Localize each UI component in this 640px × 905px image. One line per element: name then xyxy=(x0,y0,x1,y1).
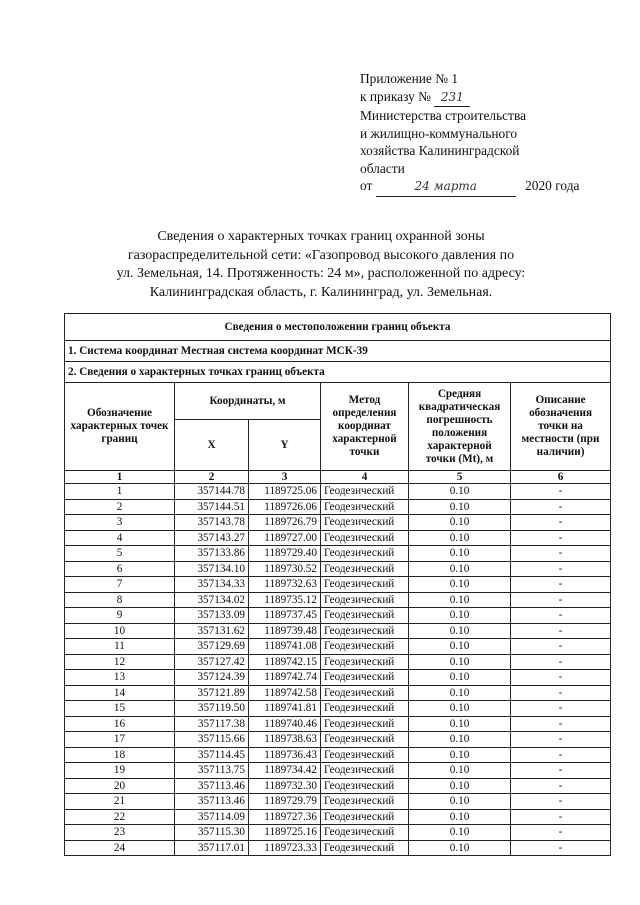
point-number-cell: 2 xyxy=(65,499,175,515)
description-cell: - xyxy=(511,499,611,515)
table-row xyxy=(65,561,611,577)
y-coordinate-cell: 1189741.81 xyxy=(249,701,321,717)
date-prefix: от xyxy=(360,178,373,193)
description-cell: - xyxy=(511,515,611,531)
column-number: 3 xyxy=(249,471,321,484)
x-coordinate-cell: 357143.27 xyxy=(175,530,249,546)
column-number: 1 xyxy=(65,471,175,484)
x-coordinate-cell: 357143.78 xyxy=(175,515,249,531)
title-line-2: газораспределительной сети: «Газопровод высокого давления по xyxy=(127,247,515,263)
table-row xyxy=(65,484,611,500)
method-cell: Геодезический xyxy=(321,840,409,856)
table-row xyxy=(65,778,611,794)
point-number-cell: 10 xyxy=(65,623,175,639)
document-title xyxy=(60,228,582,302)
table-row xyxy=(65,794,611,810)
x-coordinate-cell: 357144.51 xyxy=(175,499,249,515)
x-coordinate-cell: 357134.02 xyxy=(175,592,249,608)
y-coordinate-cell: 1189726.79 xyxy=(249,515,321,531)
header-method: Метод определения координат характерной точки xyxy=(321,383,409,471)
description-cell: - xyxy=(511,530,611,546)
point-number-cell: 19 xyxy=(65,763,175,779)
description-cell: - xyxy=(511,825,611,841)
description-cell: - xyxy=(511,654,611,670)
y-coordinate-cell: 1189732.63 xyxy=(249,577,321,593)
method-cell: Геодезический xyxy=(321,809,409,825)
x-coordinate-cell: 357144.78 xyxy=(175,484,249,500)
method-cell: Геодезический xyxy=(321,608,409,624)
error-cell: 0.10 xyxy=(409,670,511,686)
point-number-cell: 16 xyxy=(65,716,175,732)
point-number-cell: 4 xyxy=(65,530,175,546)
appendix-line-3: Министерства строительства xyxy=(360,108,527,123)
method-cell: Геодезический xyxy=(321,623,409,639)
description-cell: - xyxy=(511,732,611,748)
description-cell: - xyxy=(511,701,611,717)
header-designation: Обозначение характерных точек границ xyxy=(65,383,175,471)
point-number-cell: 21 xyxy=(65,794,175,810)
description-cell: - xyxy=(511,546,611,562)
error-cell: 0.10 xyxy=(409,499,511,515)
error-cell: 0.10 xyxy=(409,623,511,639)
description-cell: - xyxy=(511,608,611,624)
x-coordinate-cell: 357121.89 xyxy=(175,685,249,701)
y-coordinate-cell: 1189740.46 xyxy=(249,716,321,732)
appendix-line-1: Приложение № 1 xyxy=(360,71,459,86)
method-cell: Геодезический xyxy=(321,592,409,608)
y-coordinate-cell: 1189739.48 xyxy=(249,623,321,639)
table-row xyxy=(65,499,611,515)
error-cell: 0.10 xyxy=(409,825,511,841)
point-number-cell: 7 xyxy=(65,577,175,593)
error-cell: 0.10 xyxy=(409,747,511,763)
date-suffix: 2020 года xyxy=(525,178,580,193)
description-cell: - xyxy=(511,685,611,701)
header-error: Средняя квадратическая погрешность положения характерной точки (Mt), м xyxy=(409,383,511,471)
method-cell: Геодезический xyxy=(321,794,409,810)
description-cell: - xyxy=(511,716,611,732)
y-coordinate-cell: 1189738.63 xyxy=(249,732,321,748)
y-coordinate-cell: 1189725.16 xyxy=(249,825,321,841)
x-coordinate-cell: 357127.42 xyxy=(175,654,249,670)
x-coordinate-cell: 357114.09 xyxy=(175,809,249,825)
y-coordinate-cell: 1189732.30 xyxy=(249,778,321,794)
point-number-cell: 13 xyxy=(65,670,175,686)
table-row xyxy=(65,763,611,779)
table-row xyxy=(65,639,611,655)
description-cell: - xyxy=(511,794,611,810)
x-coordinate-cell: 357117.01 xyxy=(175,840,249,856)
order-number-handwritten: 231 xyxy=(434,89,470,108)
error-cell: 0.10 xyxy=(409,530,511,546)
table-row xyxy=(65,670,611,686)
method-cell: Геодезический xyxy=(321,825,409,841)
table-row xyxy=(65,732,611,748)
point-number-cell: 23 xyxy=(65,825,175,841)
error-cell: 0.10 xyxy=(409,732,511,748)
order-prefix: к приказу № xyxy=(360,88,431,104)
table-row xyxy=(65,825,611,841)
point-number-cell: 20 xyxy=(65,778,175,794)
description-cell: - xyxy=(511,592,611,608)
error-cell: 0.10 xyxy=(409,840,511,856)
table-row xyxy=(65,623,611,639)
x-coordinate-cell: 357133.86 xyxy=(175,546,249,562)
error-cell: 0.10 xyxy=(409,608,511,624)
table-row xyxy=(65,592,611,608)
x-coordinate-cell: 357134.33 xyxy=(175,577,249,593)
appendix-line-4: и жилищно-коммунального xyxy=(360,125,518,141)
column-number: 6 xyxy=(511,471,611,484)
table-row xyxy=(65,530,611,546)
description-cell: - xyxy=(511,747,611,763)
method-cell: Геодезический xyxy=(321,763,409,779)
section-points-info: 2. Сведения о характерных точках границ объекта xyxy=(65,362,611,383)
point-number-cell: 22 xyxy=(65,809,175,825)
coordinates-table xyxy=(64,313,611,856)
y-coordinate-cell: 1189734.42 xyxy=(249,763,321,779)
title-line-3: ул. Земельная, 14. Протяженность: 24 м», расположенной по адресу: xyxy=(116,266,526,281)
error-cell: 0.10 xyxy=(409,577,511,593)
description-cell: - xyxy=(511,577,611,593)
y-coordinate-cell: 1189727.36 xyxy=(249,809,321,825)
point-number-cell: 12 xyxy=(65,654,175,670)
y-coordinate-cell: 1189729.79 xyxy=(249,794,321,810)
x-coordinate-cell: 357134.10 xyxy=(175,561,249,577)
appendix-line-6: области xyxy=(360,160,405,176)
x-coordinate-cell: 357115.30 xyxy=(175,825,249,841)
table-row xyxy=(65,840,611,856)
order-number-line xyxy=(360,88,620,108)
table-row xyxy=(65,654,611,670)
table-row xyxy=(65,546,611,562)
header-x: X xyxy=(175,420,249,471)
method-cell: Геодезический xyxy=(321,778,409,794)
header-coordinates: Координаты, м xyxy=(175,383,321,420)
point-number-cell: 15 xyxy=(65,701,175,717)
point-number-cell: 11 xyxy=(65,639,175,655)
method-cell: Геодезический xyxy=(321,484,409,500)
y-coordinate-cell: 1189729.40 xyxy=(249,546,321,562)
table-row xyxy=(65,701,611,717)
x-coordinate-cell: 357113.46 xyxy=(175,778,249,794)
date-handwritten: 24 марта xyxy=(376,178,516,197)
error-cell: 0.10 xyxy=(409,685,511,701)
y-coordinate-cell: 1189737.45 xyxy=(249,608,321,624)
table-row xyxy=(65,747,611,763)
error-cell: 0.10 xyxy=(409,484,511,500)
header-description: Описание обозначения точки на местности (при наличии) xyxy=(511,383,611,471)
description-cell: - xyxy=(511,484,611,500)
method-cell: Геодезический xyxy=(321,670,409,686)
table-row xyxy=(65,515,611,531)
column-number: 2 xyxy=(175,471,249,484)
y-coordinate-cell: 1189727.00 xyxy=(249,530,321,546)
description-cell: - xyxy=(511,778,611,794)
y-coordinate-cell: 1189735.12 xyxy=(249,592,321,608)
error-cell: 0.10 xyxy=(409,561,511,577)
point-number-cell: 1 xyxy=(65,484,175,500)
header-y: Y xyxy=(249,420,321,471)
point-number-cell: 17 xyxy=(65,732,175,748)
method-cell: Геодезический xyxy=(321,685,409,701)
method-cell: Геодезический xyxy=(321,654,409,670)
point-number-cell: 24 xyxy=(65,840,175,856)
title-line-1: Сведения о характерных точках границ охранной зоны xyxy=(157,229,485,244)
error-cell: 0.10 xyxy=(409,592,511,608)
description-cell: - xyxy=(511,763,611,779)
x-coordinate-cell: 357114.45 xyxy=(175,747,249,763)
point-number-cell: 5 xyxy=(65,546,175,562)
point-number-cell: 3 xyxy=(65,515,175,531)
y-coordinate-cell: 1189742.58 xyxy=(249,685,321,701)
section-coordinate-system: 1. Система координат Местная система координат МСК-39 xyxy=(65,341,611,362)
table-row xyxy=(65,577,611,593)
description-cell: - xyxy=(511,561,611,577)
x-coordinate-cell: 357131.62 xyxy=(175,623,249,639)
point-number-cell: 14 xyxy=(65,685,175,701)
date-line xyxy=(360,177,620,197)
table-row xyxy=(65,685,611,701)
error-cell: 0.10 xyxy=(409,546,511,562)
y-coordinate-cell: 1189730.52 xyxy=(249,561,321,577)
x-coordinate-cell: 357133.09 xyxy=(175,608,249,624)
column-numbers-row xyxy=(65,471,611,484)
description-cell: - xyxy=(511,840,611,856)
point-number-cell: 18 xyxy=(65,747,175,763)
title-line-4: Калининградская область, г. Калининград, ул. Земельная. xyxy=(149,284,493,300)
appendix-line-5: хозяйства Калининградской xyxy=(360,143,520,158)
x-coordinate-cell: 357115.66 xyxy=(175,732,249,748)
error-cell: 0.10 xyxy=(409,763,511,779)
y-coordinate-cell: 1189725.06 xyxy=(249,484,321,500)
error-cell: 0.10 xyxy=(409,778,511,794)
description-cell: - xyxy=(511,639,611,655)
y-coordinate-cell: 1189723.33 xyxy=(249,840,321,856)
method-cell: Геодезический xyxy=(321,499,409,515)
error-cell: 0.10 xyxy=(409,809,511,825)
y-coordinate-cell: 1189742.15 xyxy=(249,654,321,670)
method-cell: Геодезический xyxy=(321,701,409,717)
method-cell: Геодезический xyxy=(321,530,409,546)
error-cell: 0.10 xyxy=(409,716,511,732)
x-coordinate-cell: 357117.38 xyxy=(175,716,249,732)
method-cell: Геодезический xyxy=(321,732,409,748)
y-coordinate-cell: 1189741.08 xyxy=(249,639,321,655)
section-main-header: Сведения о местоположении границ объекта xyxy=(65,314,611,341)
table-row xyxy=(65,716,611,732)
x-coordinate-cell: 357129.69 xyxy=(175,639,249,655)
description-cell: - xyxy=(511,809,611,825)
y-coordinate-cell: 1189726.06 xyxy=(249,499,321,515)
table-body xyxy=(65,484,611,856)
method-cell: Геодезический xyxy=(321,561,409,577)
x-coordinate-cell: 357113.46 xyxy=(175,794,249,810)
method-cell: Геодезический xyxy=(321,546,409,562)
description-cell: - xyxy=(511,670,611,686)
point-number-cell: 6 xyxy=(65,561,175,577)
table-row xyxy=(65,809,611,825)
y-coordinate-cell: 1189736.43 xyxy=(249,747,321,763)
table-row xyxy=(65,608,611,624)
method-cell: Геодезический xyxy=(321,747,409,763)
method-cell: Геодезический xyxy=(321,639,409,655)
x-coordinate-cell: 357124.39 xyxy=(175,670,249,686)
x-coordinate-cell: 357113.75 xyxy=(175,763,249,779)
column-number: 5 xyxy=(409,471,511,484)
column-number: 4 xyxy=(321,471,409,484)
error-cell: 0.10 xyxy=(409,794,511,810)
y-coordinate-cell: 1189742.74 xyxy=(249,670,321,686)
error-cell: 0.10 xyxy=(409,701,511,717)
method-cell: Геодезический xyxy=(321,716,409,732)
x-coordinate-cell: 357119.50 xyxy=(175,701,249,717)
point-number-cell: 8 xyxy=(65,592,175,608)
appendix-block xyxy=(360,70,620,197)
point-number-cell: 9 xyxy=(65,608,175,624)
error-cell: 0.10 xyxy=(409,515,511,531)
method-cell: Геодезический xyxy=(321,515,409,531)
error-cell: 0.10 xyxy=(409,639,511,655)
method-cell: Геодезический xyxy=(321,577,409,593)
description-cell: - xyxy=(511,623,611,639)
error-cell: 0.10 xyxy=(409,654,511,670)
